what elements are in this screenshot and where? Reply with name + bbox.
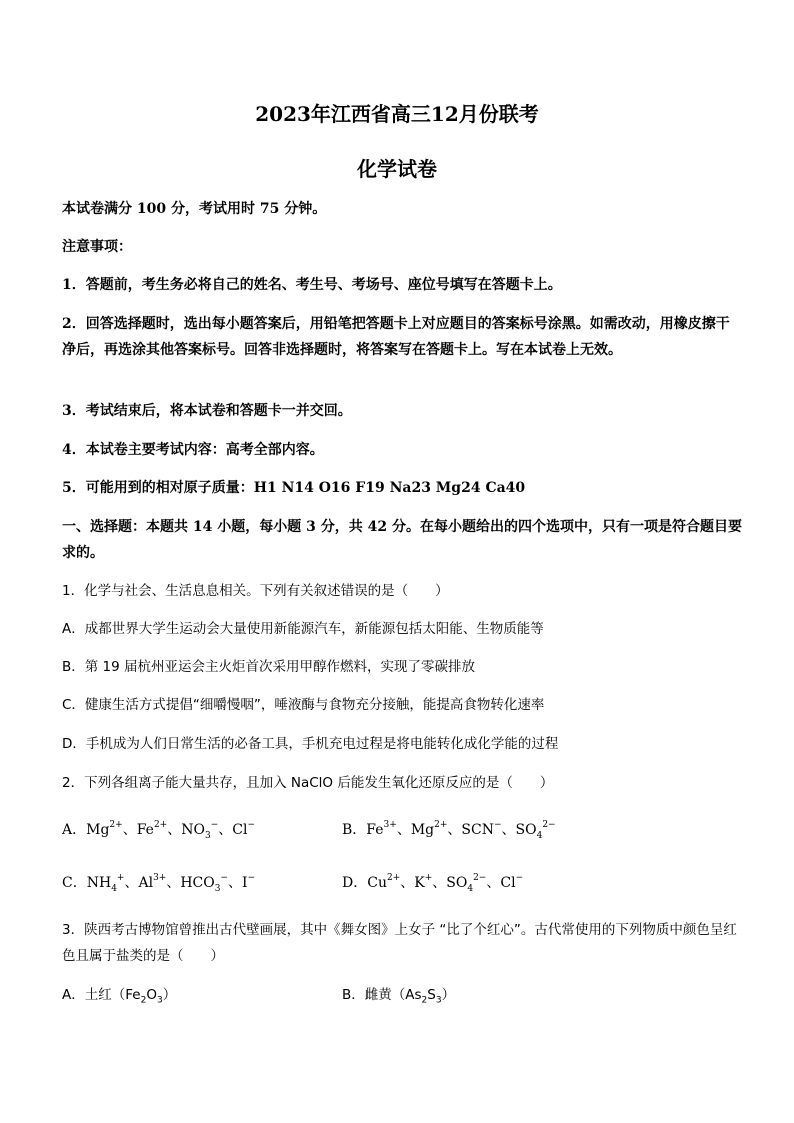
ion: I	[242, 875, 248, 891]
ion: SCN	[461, 822, 494, 838]
subscript: 2	[140, 995, 147, 1006]
subscript: 4	[111, 883, 117, 894]
separator: 、	[396, 822, 411, 838]
charge: 3+	[383, 820, 397, 831]
option-label: C．	[62, 875, 87, 891]
subscript: 3	[204, 830, 211, 841]
separator: 、	[501, 822, 516, 838]
question-2-option-b	[342, 817, 556, 843]
question-1-option-a: A．成都世界大学生运动会大量使用新能源汽车，新能源包括太阳能、生物质能等	[62, 621, 544, 637]
question-2-option-d	[342, 870, 523, 896]
option-text: S	[427, 987, 436, 1003]
ion: HCO	[180, 875, 215, 891]
charge: −	[220, 873, 229, 884]
charge: +	[424, 873, 433, 884]
question-3-option-b	[342, 982, 642, 1008]
charge: 2+	[153, 820, 168, 831]
charge: 2+	[109, 820, 123, 831]
question-1-stem: 1．化学与社会、生活息息相关。下列有关叙述错误的是（ ）	[62, 583, 449, 599]
separator: 、	[486, 875, 501, 891]
charge: −	[247, 820, 255, 831]
section-heading: 一、选择题：本题共 14 小题，每小题 3 分，共 42 分。在每小题给出的四个选项中，只有一项是符合题目要求的。	[62, 519, 742, 561]
separator: 、	[124, 875, 139, 891]
option-text: B．雌黄（As	[342, 987, 422, 1003]
ion: SO	[515, 822, 537, 838]
notice-heading: 注意事项：	[62, 239, 132, 255]
subscript: 4	[536, 830, 543, 841]
option-text: ）	[441, 987, 456, 1003]
ion: Fe	[136, 822, 154, 838]
separator: 、	[400, 875, 415, 891]
charge: −	[515, 873, 524, 884]
question-1-option-c: C．健康生活方式提倡“细嚼慢咽”，唾液酶与食物充分接触，能提高食物转化速率	[62, 697, 545, 713]
notice-item-2: 2．回答选择题时，选出每小题答案后，用铅笔把答题卡上对应题目的答案标号涂黑。如需改动，用橡皮擦干净后，再选涂其他答案标号。回答非选择题时，将答案写在答题卡上。写在本试卷上无效。	[62, 316, 730, 358]
charge: 2−	[542, 820, 556, 831]
question-1-option-d: D．手机成为人们日常生活的必备工具，手机充电过程是将电能转化成化学能的过程	[62, 736, 559, 752]
charge: −	[247, 873, 256, 884]
notice-item-5: 5．可能用到的相对原子质量：H1 N14 O16 F19 Na23 Mg24 Ca40	[62, 480, 526, 496]
subscript: 2	[421, 995, 428, 1006]
separator: 、	[122, 822, 137, 838]
notice-item-3: 3．考试结束后，将本试卷和答题卡一并交回。	[62, 403, 352, 419]
subscript: 3	[435, 995, 442, 1006]
ion: NH	[86, 875, 112, 891]
separator: 、	[228, 875, 243, 891]
notice-item-1: 1．答题前，考生务必将自己的姓名、考生号、考场号、座位号填写在答题卡上。	[62, 277, 562, 293]
question-3-option-a	[62, 982, 322, 1008]
separator: 、	[166, 875, 181, 891]
question-2-stem: 2．下列各组离子能大量共存，且加入 NaClO 后能发生氧化还原反应的是（ ）	[62, 775, 554, 791]
question-1-option-b: B．第 19 届杭州亚运会主火炬首次采用甲醇作燃料，实现了零碳排放	[62, 659, 476, 675]
separator: 、	[218, 822, 233, 838]
ion: NO	[181, 822, 205, 838]
option-label: D．	[342, 875, 368, 891]
subscript: 3	[214, 883, 221, 894]
notice-item-4: 4．本试卷主要考试内容：高考全部内容。	[62, 442, 324, 458]
charge: 2−	[473, 873, 487, 884]
option-label: B．	[342, 822, 367, 838]
separator: 、	[432, 875, 447, 891]
subject-title: 化学试卷	[357, 157, 437, 181]
ion: Cl	[232, 822, 248, 838]
score-time-note: 本试卷满分 100 分，考试用时 75 分钟。	[62, 201, 327, 217]
option-text: A．土红（Fe	[62, 987, 141, 1003]
option-text: ）	[162, 987, 177, 1003]
charge: −	[493, 820, 502, 831]
ion: Cu	[367, 875, 387, 891]
ion: Mg	[410, 822, 435, 838]
subscript: 3	[156, 995, 163, 1006]
ion: K	[414, 875, 425, 891]
charge: 2+	[386, 873, 401, 884]
charge: 3+	[153, 873, 167, 884]
separator: 、	[447, 822, 462, 838]
charge: 2+	[434, 820, 448, 831]
exam-title: 2023年江西省高三12月份联考	[255, 102, 539, 126]
ion: Al	[138, 875, 154, 891]
question-3-stem: 3．陕西考古博物馆曾推出古代壁画展，其中《舞女图》上女子 “比了个红心”。古代常使用的下列物质中颜色呈红色且属于盐类的是（ ）	[62, 922, 737, 964]
ion: Fe	[366, 822, 384, 838]
subscript: 4	[467, 883, 474, 894]
ion: Mg	[86, 822, 110, 838]
charge: −	[210, 820, 219, 831]
charge: +	[116, 873, 125, 884]
ion: Cl	[500, 875, 516, 891]
option-label: A．	[62, 822, 87, 838]
option-text: O	[146, 987, 157, 1003]
ion: SO	[446, 875, 468, 891]
separator: 、	[167, 822, 182, 838]
